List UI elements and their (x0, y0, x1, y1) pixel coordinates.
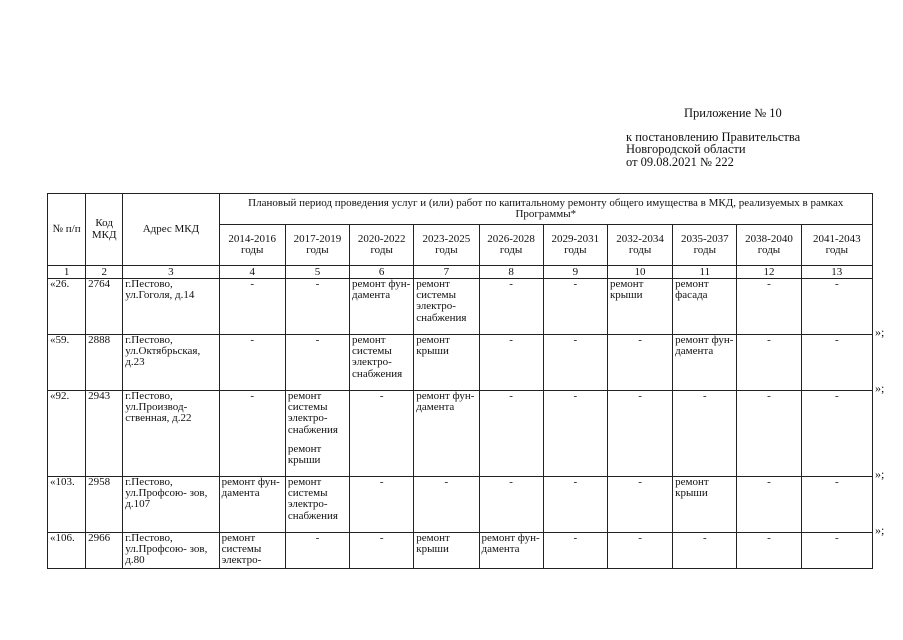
repair-cell (607, 391, 672, 477)
repair-cell (479, 391, 543, 477)
repair-cell (479, 335, 543, 391)
repair-work: - (702, 532, 707, 544)
building-address: г.Пестово, ул.Производ- ственная, д.22 (123, 391, 219, 477)
building-code: 2764 (86, 279, 123, 335)
repair-work: - (638, 532, 642, 544)
building-address: г.Пестово, ул.Профсою- зов, д.80 (123, 533, 219, 569)
repair-work: - (250, 390, 255, 402)
repair-work: - (250, 278, 255, 290)
row-close-mark: »; (875, 467, 885, 481)
repair-cell (219, 279, 285, 335)
repair-cell (543, 335, 607, 391)
column-number: 9 (543, 266, 607, 279)
building-code: 2943 (86, 391, 123, 477)
repair-work: - (834, 476, 839, 488)
repair-work: - (834, 334, 839, 346)
repair-work: - (767, 278, 771, 290)
region-name: Новгородской области (626, 142, 746, 156)
building-address: г.Пестово, ул.Гоголя, д.14 (123, 279, 219, 335)
repair-work: - (315, 278, 320, 290)
building-code: 2966 (86, 533, 123, 569)
repair-work: - (379, 532, 384, 544)
repair-cell (801, 335, 872, 391)
repair-cell (673, 279, 737, 335)
repair-work: - (573, 390, 578, 402)
repair-work: ремонт крыши (416, 532, 450, 556)
table-row (48, 477, 873, 533)
repair-work: ремонт крыши (675, 476, 709, 500)
table-row (48, 533, 873, 569)
repair-cell (673, 533, 737, 569)
repair-schedule-table (47, 193, 873, 569)
building-address: г.Пестово, ул.Октябрьская, д.23 (123, 335, 219, 391)
period-header: 2038-2040 годы (737, 225, 801, 266)
repair-work: - (573, 334, 578, 346)
repair-cell (350, 477, 414, 533)
repair-cell (285, 533, 349, 569)
repair-work: - (767, 532, 771, 544)
repair-cell (414, 391, 479, 477)
repair-work: - (315, 532, 320, 544)
repair-cell (350, 279, 414, 335)
repair-work: ремонт фун- дамента (352, 278, 411, 302)
table-row (48, 391, 873, 477)
repair-cell (801, 477, 872, 533)
repair-work-extra: ремонт крыши (287, 442, 322, 467)
column-number: 12 (737, 266, 801, 279)
repair-cell (414, 335, 479, 391)
repair-work: - (767, 476, 771, 488)
repair-cell (414, 279, 479, 335)
row-number: «59. (48, 335, 86, 391)
repair-work: - (379, 390, 384, 402)
column-number: 4 (219, 266, 285, 279)
repair-cell (737, 391, 801, 477)
repair-work: ремонт фун- дамента (481, 532, 540, 556)
column-number: 5 (285, 266, 349, 279)
repair-cell (737, 533, 801, 569)
row-number: «106. (48, 533, 86, 569)
period-header: 2017-2019 годы (285, 225, 349, 266)
repair-work: - (509, 278, 513, 290)
repair-work: ремонт крыши (609, 278, 644, 302)
col-header-code: Код МКД (86, 194, 123, 266)
table-row (48, 279, 873, 335)
col-header-num: № п/п (48, 194, 86, 266)
repair-cell (673, 391, 737, 477)
repair-cell (607, 533, 672, 569)
repair-work: ремонт системы электро- снабжения (352, 334, 403, 380)
repair-cell (673, 477, 737, 533)
repair-work: - (834, 390, 839, 402)
repair-cell (285, 335, 349, 391)
repair-cell (479, 279, 543, 335)
repair-cell (543, 279, 607, 335)
period-header: 2020-2022 годы (350, 225, 414, 266)
column-number: 7 (414, 266, 479, 279)
repair-work: ремонт фасада (675, 278, 709, 302)
repair-work: - (638, 334, 642, 346)
repair-work: - (573, 532, 578, 544)
row-close-mark: »; (875, 325, 885, 339)
repair-cell (673, 335, 737, 391)
repair-cell (543, 391, 607, 477)
repair-work: - (638, 476, 642, 488)
repair-cell (801, 533, 872, 569)
repair-cell (607, 279, 672, 335)
table-row (48, 335, 873, 391)
repair-cell (219, 477, 285, 533)
repair-cell (479, 533, 543, 569)
period-header: 2029-2031 годы (543, 225, 607, 266)
col-header-address: Адрес МКД (123, 194, 219, 266)
repair-cell (543, 477, 607, 533)
repair-work: ремонт системы электро- снабжения (416, 278, 467, 324)
repair-work: ремонт системы электро- снабжения (287, 476, 338, 522)
column-number: 1 (48, 266, 86, 279)
repair-work: - (702, 390, 707, 402)
repair-cell (801, 391, 872, 477)
repair-work: - (834, 278, 839, 290)
repair-cell (219, 533, 285, 569)
repair-cell (414, 533, 479, 569)
repair-cell (607, 477, 672, 533)
period-header: 2023-2025 годы (414, 225, 479, 266)
repair-work: - (509, 334, 513, 346)
building-code: 2958 (86, 477, 123, 533)
repair-cell (350, 335, 414, 391)
col-header-planned-period: Плановый период проведения услуг и (или) работ по капитальному ремонту общего имущества в МКД, реализуемых в рамках Программы* (219, 194, 872, 225)
repair-work: - (767, 390, 771, 402)
repair-work: - (315, 334, 320, 346)
resolution-ref: к постановлению Правительства (626, 129, 801, 144)
period-header: 2035-2037 годы (673, 225, 737, 266)
repair-work: - (250, 334, 255, 346)
repair-cell (801, 279, 872, 335)
building-address: г.Пестово, ул.Профсою- зов, д.107 (123, 477, 219, 533)
repair-cell (350, 391, 414, 477)
column-number: 10 (607, 266, 672, 279)
repair-work: ремонт крыши (416, 334, 450, 358)
repair-cell (737, 279, 801, 335)
appendix-number: Приложение № 10 (684, 106, 782, 120)
repair-cell (414, 477, 479, 533)
column-number: 2 (86, 266, 123, 279)
repair-work: ремонт фун- дамента (416, 390, 475, 414)
column-number: 11 (673, 266, 737, 279)
repair-cell (737, 335, 801, 391)
repair-cell (285, 391, 349, 477)
repair-work: - (767, 334, 771, 346)
repair-work: - (509, 390, 513, 402)
resolution-date: от 09.08.2021 № 222 (626, 154, 734, 169)
repair-work: - (834, 532, 839, 544)
repair-work: - (638, 390, 642, 402)
repair-cell (737, 477, 801, 533)
repair-work: ремонт системы электро- снабжения (287, 390, 338, 436)
repair-cell (543, 533, 607, 569)
row-number: «92. (48, 391, 86, 477)
repair-work: ремонт фун- дамента (675, 334, 734, 358)
repair-cell (219, 335, 285, 391)
column-number: 8 (479, 266, 543, 279)
repair-work: - (509, 476, 513, 488)
repair-work: - (573, 476, 578, 488)
repair-cell (350, 533, 414, 569)
repair-work: ремонт фун- дамента (221, 476, 280, 500)
repair-work: - (444, 476, 449, 488)
repair-work: - (573, 278, 578, 290)
period-header: 2032-2034 годы (607, 225, 672, 266)
appendix-header (626, 107, 800, 168)
row-number: «26. (48, 279, 86, 335)
repair-work: ремонт системы электро- (221, 532, 262, 567)
row-close-mark: »; (875, 523, 885, 537)
period-header: 2041-2043 годы (801, 225, 872, 266)
building-code: 2888 (86, 335, 123, 391)
row-number: «103. (48, 477, 86, 533)
period-header: 2014-2016 годы (219, 225, 285, 266)
column-number: 6 (350, 266, 414, 279)
repair-cell (219, 391, 285, 477)
column-number: 13 (801, 266, 872, 279)
repair-cell (285, 477, 349, 533)
repair-cell (285, 279, 349, 335)
repair-cell (479, 477, 543, 533)
repair-cell (607, 335, 672, 391)
column-number: 3 (123, 266, 219, 279)
row-close-mark: »; (875, 381, 885, 395)
period-header: 2026-2028 годы (479, 225, 543, 266)
repair-work: - (379, 476, 384, 488)
